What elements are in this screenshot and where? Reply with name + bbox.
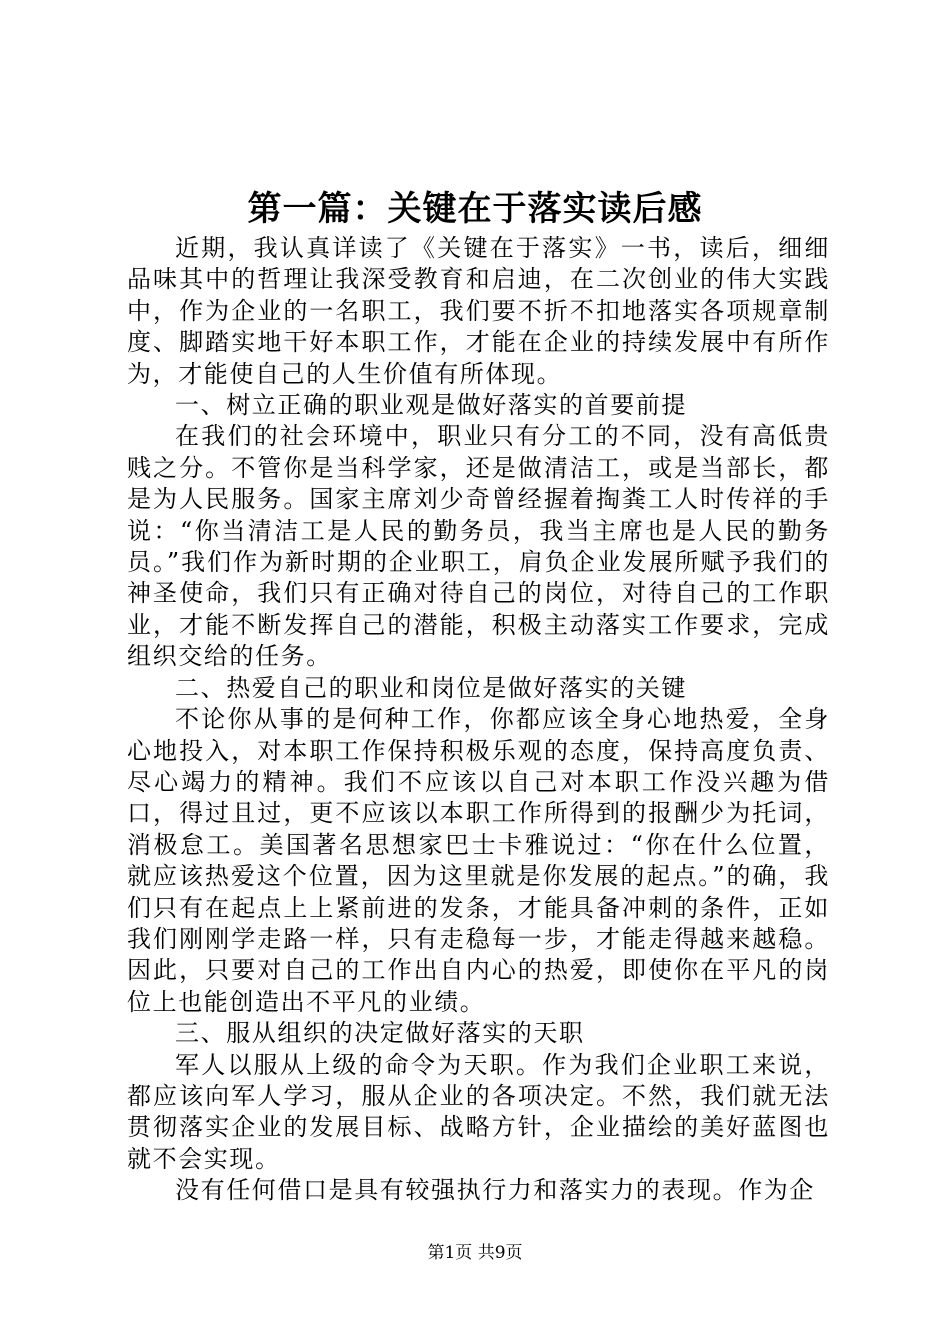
section-heading-1: 一、树立正确的职业观是做好落实的首要前提 xyxy=(175,391,687,420)
section-heading-2: 二、热爱自己的职业和岗位是做好落实的关键 xyxy=(175,673,687,702)
page-footer: 第1页 共9页 xyxy=(427,1243,523,1263)
paragraph-3: 军人以服从上级的命令为天职。作为我们企业职工来说，都应该向军人学习，服从企业的各项决定。不然，我们就无法贯彻落实企业的发展目标、战略方针，企业描绘的美好蓝图也就不会实现。 xyxy=(127,1050,830,1173)
section-heading-3: 三、服从组织的决定做好落实的天职 xyxy=(175,1019,585,1048)
document-body xyxy=(127,233,830,1207)
paragraph-intro: 近期，我认真详读了《关键在于落实》一书，读后，细细品味其中的哲理让我深受教育和启迪，在二次创业的伟大实践中，作为企业的一名职工，我们要不折不扣地落实各项规章制度、脚踏实地干好本职工作，才能在企业的持续发展中有所作为，才能使自己的人生价值有所体现。 xyxy=(127,234,830,388)
paragraph-1: 在我们的社会环境中，职业只有分工的不同，没有高低贵贱之分。不管你是当科学家，还是做清洁工，或是当部长，都是为人民服务。国家主席刘少奇曾经握着掏粪工人时传祥的手说：“你当清洁工是人民的勤务员，我当主席也是人民的勤务员。”我们作为新时期的企业职工，肩负企业发展所赋予我们的神圣使命，我们只有正确对待自己的岗位，对待自己的工作职业，才能不断发挥自己的潜能，积极主动落实工作要求，完成组织交给的任务。 xyxy=(127,422,830,671)
paragraph-4: 没有任何借口是具有较强执行力和落实力的表现。作为企 xyxy=(175,1176,815,1205)
document-title: 第一篇：关键在于落实读后感 xyxy=(247,189,703,229)
paragraph-2: 不论你从事的是何种工作，你都应该全身心地热爱，全身心地投入，对本职工作保持积极乐观的态度，保持高度负责、尽心竭力的精神。我们不应该以自己对本职工作没兴趣为借口，得过且过，更不应该以本职工作所得到的报酬少为托词，消极怠工。美国著名思想家巴士卡雅说过：“你在什么位置，就应该热爱这个位置，因为这里就是你发展的起点。”的确，我们只有在起点上上紧前进的发条，才能具备冲刺的条件，正如我们刚刚学走路一样，只有走稳每一步，才能走得越来越稳。因此，只要对自己的工作出自内心的热爱，即使你在平凡的岗位上也能创造出不平凡的业绩。 xyxy=(127,705,830,1016)
